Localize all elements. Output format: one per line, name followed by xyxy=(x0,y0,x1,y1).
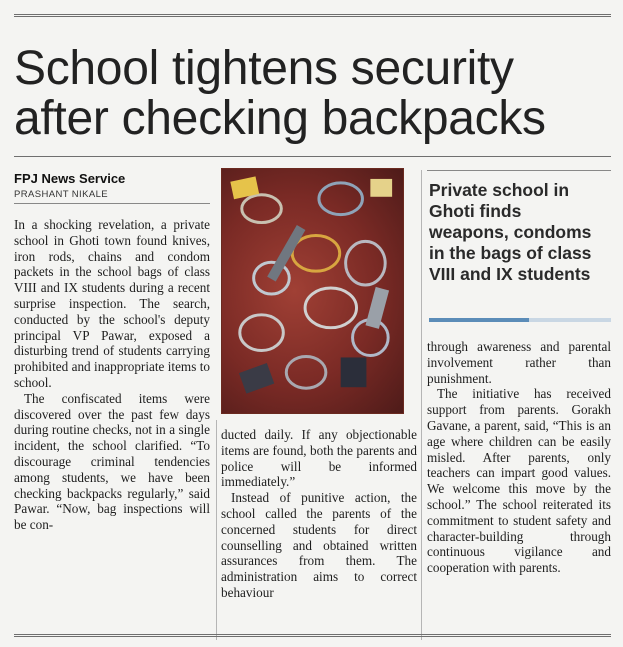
bottom-rule xyxy=(14,634,611,637)
article-column-3 xyxy=(427,339,611,639)
byline-author: PRASHANT NIKALE xyxy=(14,189,108,200)
headline xyxy=(14,44,614,144)
article-column-1 xyxy=(14,217,210,647)
pullquote-top-rule xyxy=(427,170,611,171)
paragraph: In a shocking revelation, a private school in Ghoti town found knives, iron rods, chains and condom packets in the school bags of class VIII and IX students during a recent surprise inspection. The search, conducted by the school's deputy principal VP Pawar, exposed a disturbing trend of students carrying prohibited and inappropriate items to school. xyxy=(14,217,210,390)
paragraph: The confiscated items were discovered over the past few days during routine checks, not in a single incident, the school clarified. “To discourage criminal tendencies among students, we have been checking backpacks regularly,” said Pawar. “Now, bag inspections will be con- xyxy=(14,390,210,533)
article-column-2 xyxy=(221,427,417,639)
byline-divider xyxy=(14,203,210,204)
seized-items-photo xyxy=(221,168,404,414)
paragraph: ducted daily. If any objectionable items are found, both the parents and police will be informed immediately.” xyxy=(221,427,417,490)
headline-line-2: after checking backpacks xyxy=(14,92,546,145)
column-divider xyxy=(216,420,217,640)
paragraph: The initiative has received support from parents. Gorakh Gavane, a parent, said, “This is an age where children can be easily misled. After parents, only teachers can impart good values. We welcome this move by the school.” The school reiterated its commitment to student safety and character-building through continuous vigilance and cooperation with parents. xyxy=(427,386,611,576)
column-divider xyxy=(421,170,422,640)
pullquote-accent-bar xyxy=(429,318,611,322)
top-rule xyxy=(14,14,611,17)
headline-line-1: School tightens security xyxy=(14,42,514,95)
pullquote: Private school in Ghoti finds weapons, condoms in the bags of class VIII and IX students xyxy=(429,180,592,284)
byline-agency: FPJ News Service xyxy=(14,171,126,186)
headline-rule xyxy=(14,156,611,157)
paragraph: through awareness and parental involvement rather than punishment. xyxy=(427,339,611,386)
paragraph: Instead of punitive action, the school called the parents of the concerned students for direct counselling and obtained written assurances from them. The administration aims to correct behaviour xyxy=(221,490,417,600)
